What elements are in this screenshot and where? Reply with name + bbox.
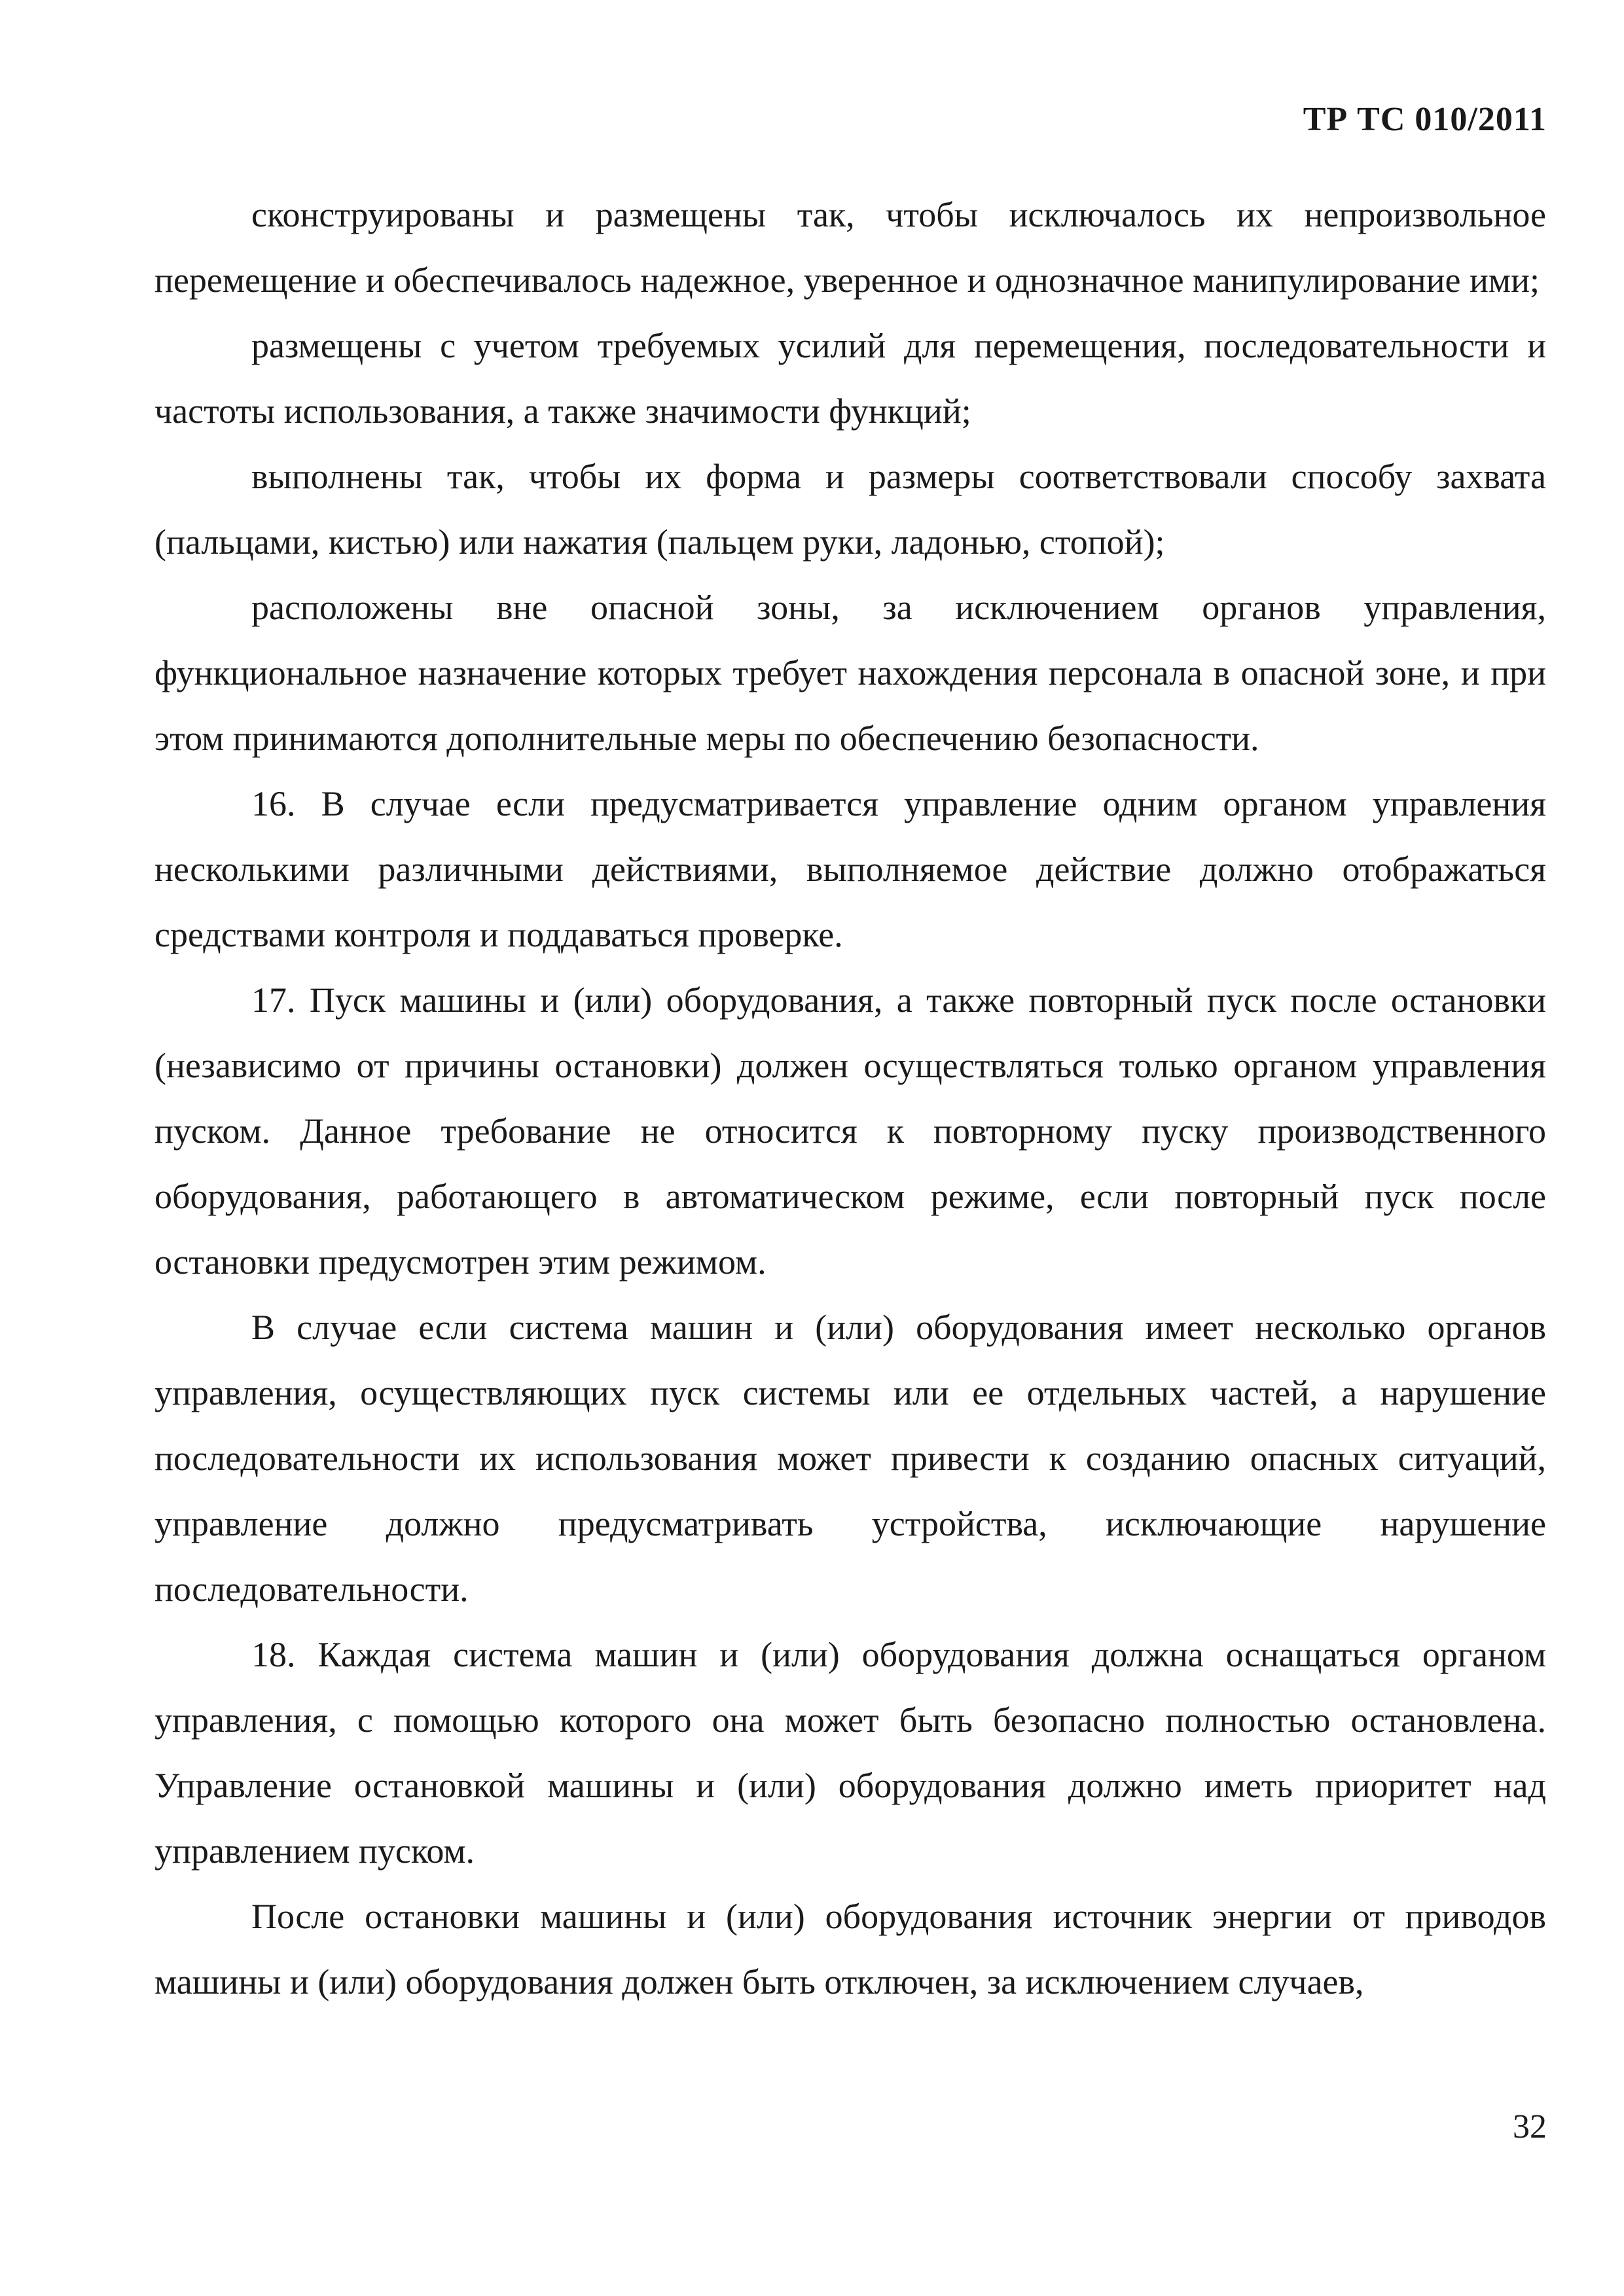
paragraph-clause-17-system: В случае если система машин и (или) оборудования имеет несколько органов управления, осуществляющих пуск системы или ее отдельных частей, а нарушение последовательности их использования может привести к созданию опасных ситуаций, управление должно предусматривать устройства, исключающие нарушение последовательности.: [154, 1308, 1546, 1609]
paragraph-clause-18: 18. Каждая система машин и (или) оборудования должна оснащаться органом управления, с помощью которого она может быть безопасно полностью остановлена. Управление остановкой машины и (или) оборудования должно иметь приоритет над управлением пуском.: [154, 1635, 1546, 1871]
paragraph-controls-design: сконструированы и размещены так, чтобы исключалось их непроизвольное перемещение и обеспечивалось надежное, уверенное и однозначное манипулирование ими;: [154, 195, 1546, 300]
document-body: [154, 182, 1546, 2015]
paragraph-controls-shape: выполнены так, чтобы их форма и размеры соответствовали способу захвата (пальцами, кистью) или нажатия (пальцем руки, ладонью, стопой);: [154, 457, 1546, 562]
paragraph-clause-18-energy: После остановки машины и (или) оборудования источник энергии от приводов машины и (или) оборудования должен быть отключен, за исключением случаев,: [154, 1897, 1546, 2001]
paragraph-clause-16: 16. В случае если предусматривается управление одним органом управления несколькими различными действиями, выполняемое действие должно отображаться средствами контроля и поддаваться проверке.: [154, 784, 1546, 954]
paragraph-controls-location: расположены вне опасной зоны, за исключением органов управления, функциональное назначение которых требует нахождения персонала в опасной зоне, и при этом принимаются дополнительные меры по обеспечению безопасности.: [154, 588, 1546, 758]
paragraph-clause-17: 17. Пуск машины и (или) оборудования, а также повторный пуск после остановки (независимо от причины остановки) должен осуществляться только органом управления пуском. Данное требование не относится к повторному пуску производственного оборудования, работающего в автоматическом режиме, если повторный пуск после остановки предусмотрен этим режимом.: [154, 980, 1546, 1282]
paragraph-controls-placement: размещены с учетом требуемых усилий для перемещения, последовательности и частоты использования, а также значимости функций;: [154, 326, 1546, 431]
page-number: 32: [1513, 2108, 1547, 2145]
document-code-header: ТР ТС 010/2011: [1303, 101, 1547, 138]
